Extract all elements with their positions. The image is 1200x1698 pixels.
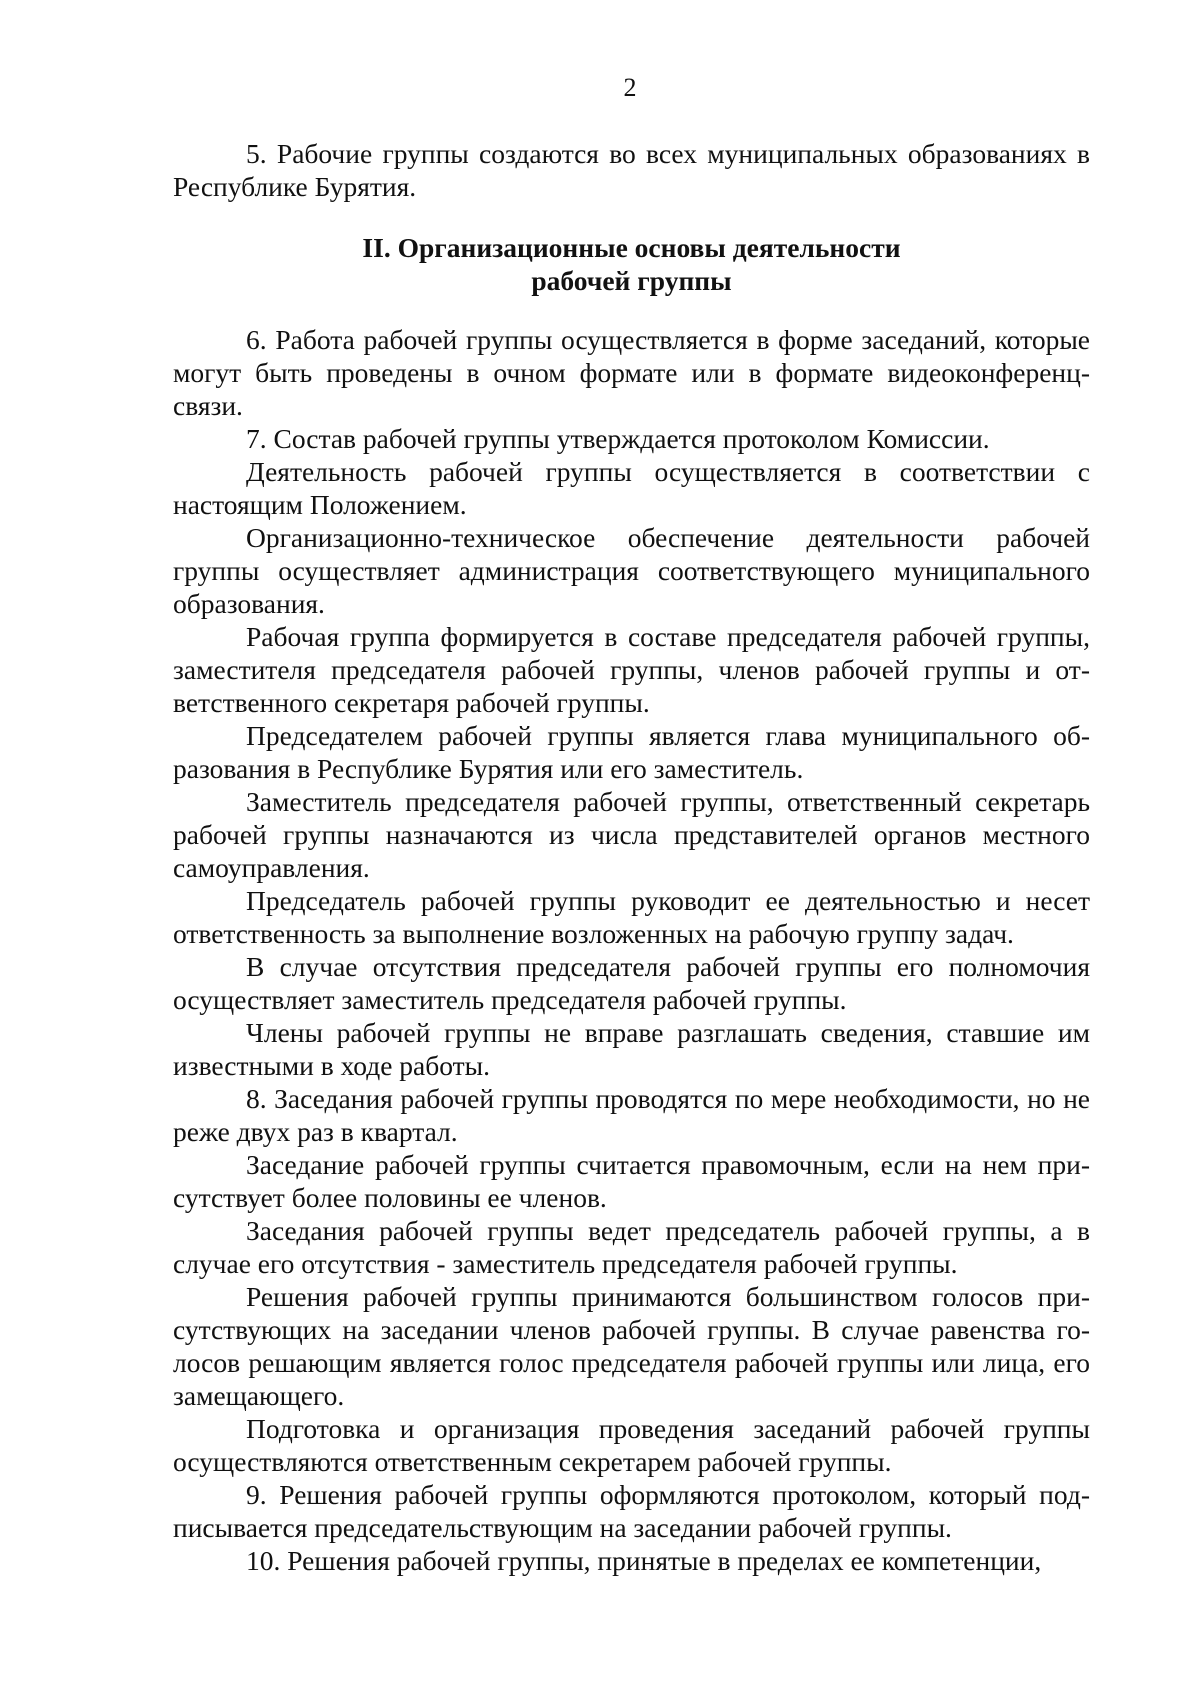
paragraph-8-decisions: Решения рабочей группы принимаются большинством голосов присутствующих на заседании членов рабочей группы. В случае равенства голосов решающим является голос председателя рабочей группы или лица, его замещающего.: [173, 1281, 1090, 1411]
page-number: 2: [623, 73, 637, 102]
section-heading-line-1: II. Организационные основы деятельности: [362, 232, 901, 263]
paragraph-7-chairman: Председателем рабочей группы является глава муниципального образования в Республике Бурятия или его заместитель.: [173, 720, 1090, 784]
paragraph-7: 7. Состав рабочей группы утверждается протоколом Комиссии.: [246, 423, 990, 454]
paragraph-7-activity: Деятельность рабочей группы осуществляется в соответствии с настоящим Положением.: [173, 456, 1090, 520]
document-body: [173, 137, 1090, 1577]
paragraph-7-confidentiality: Члены рабочей группы не вправе разглашать сведения, ставшие им известными в ходе работы.: [173, 1017, 1090, 1081]
paragraph-10: 10. Решения рабочей группы, принятые в пределах ее компетенции,: [246, 1545, 1042, 1576]
paragraph-7-chairman-duties: Председатель рабочей группы руководит ее деятельностью и несет ответственность за выполнение возложенных на рабочую группу задач.: [173, 885, 1090, 949]
paragraph-9: 9. Решения рабочей группы оформляются протоколом, который подписывается председательствующим на заседании рабочей группы.: [173, 1479, 1090, 1543]
paragraph-6: 6. Работа рабочей группы осуществляется в форме заседаний, которые могут быть проведены в очном формате или в формате видеоконференц-связи.: [173, 324, 1090, 421]
paragraph-7-absence: В случае отсутствия председателя рабочей группы его полномочия осуществляет заместитель председателя рабочей группы.: [173, 951, 1090, 1015]
section-heading-line-2: рабочей группы: [531, 265, 732, 296]
paragraph-5: 5. Рабочие группы создаются во всех муниципальных образованиях в Республике Бурятия.: [173, 138, 1090, 202]
paragraph-8-preparation: Подготовка и организация проведения заседаний рабочей группы осуществляются ответственным секретарем рабочей группы.: [173, 1413, 1090, 1477]
paragraph-7-support: Организационно-техническое обеспечение деятельности рабочей группы осуществляет администрация соответствующего муниципального образования.: [173, 522, 1090, 619]
paragraph-8-conduct: Заседания рабочей группы ведет председатель рабочей группы, а в случае его отсутствия - заместитель председателя рабочей группы.: [173, 1215, 1090, 1279]
paragraph-7-composition: Рабочая группа формируется в составе председателя рабочей группы, заместителя председателя рабочей группы, членов рабочей группы и ответственного секретаря рабочей группы.: [173, 621, 1090, 718]
section-heading: [173, 231, 1090, 297]
paragraph-7-deputy: Заместитель председателя рабочей группы, ответственный секретарь рабочей группы назначаются из числа представителей органов местного самоуправления.: [173, 786, 1090, 883]
paragraph-8: 8. Заседания рабочей группы проводятся по мере необходимости, но не реже двух раз в квартал.: [173, 1083, 1090, 1147]
paragraph-8-quorum: Заседание рабочей группы считается правомочным, если на нем присутствует более половины ее членов.: [173, 1149, 1090, 1213]
